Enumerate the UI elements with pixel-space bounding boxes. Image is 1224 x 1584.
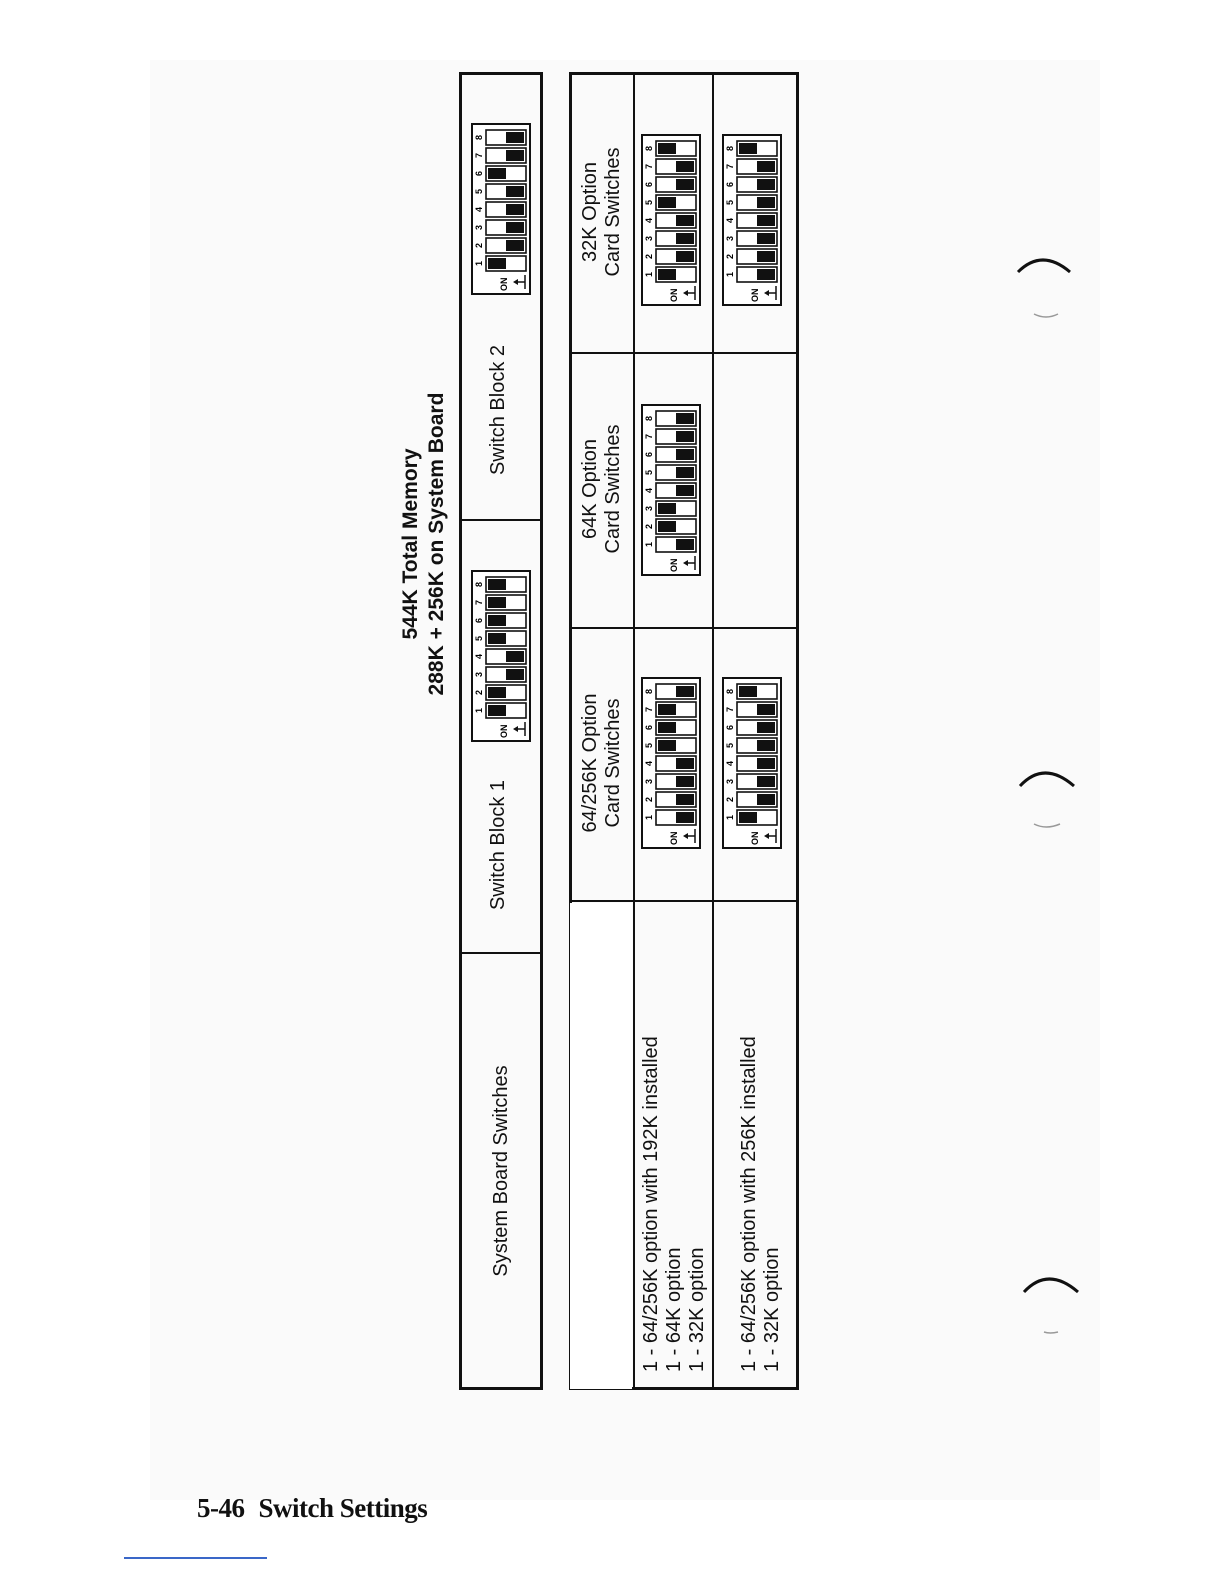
system-table-divider-1 — [460, 519, 542, 521]
row-2-card-256-dip — [722, 677, 782, 849]
dip-switch-off — [757, 269, 775, 280]
dip-position-label: 8 — [725, 145, 735, 152]
dip-position-label: 7 — [474, 152, 484, 159]
dip-switch-off — [757, 722, 775, 733]
dip-position-label: 2 — [725, 796, 735, 803]
dip-switch-off — [506, 240, 524, 251]
dip-position-label: 4 — [725, 760, 735, 767]
dip-position-label: 2 — [644, 796, 654, 803]
section-title: Switch Settings — [258, 1493, 428, 1523]
bottom-rule — [124, 1557, 267, 1559]
config-row-1 — [636, 892, 712, 1372]
dip-position-label: 5 — [644, 199, 654, 206]
dip-position-label: 2 — [644, 523, 654, 530]
dip-on-label: ON — [499, 724, 509, 738]
dip-switch-off — [676, 812, 694, 823]
system-board-header — [461, 954, 541, 1388]
dip-position-label: 3 — [725, 778, 735, 785]
dip-position-label: 5 — [725, 742, 735, 749]
dip-position-label: 2 — [725, 253, 735, 260]
dip-position-label: 7 — [644, 433, 654, 440]
dip-switch-off — [506, 186, 524, 197]
dip-switch-on — [488, 168, 506, 179]
option-table-header-blank — [570, 903, 632, 1389]
dip-switch-off — [676, 233, 694, 244]
dip-switch-off — [676, 539, 694, 550]
dip-position-label: 2 — [644, 253, 654, 260]
dip-on-label: ON — [499, 277, 509, 291]
dip-position-label: 1 — [474, 260, 484, 267]
dip-position-label: 1 — [644, 271, 654, 278]
dip-position-label: 6 — [725, 181, 735, 188]
dip-switch-off — [676, 161, 694, 172]
dip-switch-off — [676, 413, 694, 424]
dip-position-label: 6 — [644, 724, 654, 731]
dip-switch-off — [757, 197, 775, 208]
dip-position-label: 6 — [725, 724, 735, 731]
system-board-header-text: System Board Switches — [489, 1065, 512, 1277]
config-row-2-text: 1 - 64/256K option with 256K installed 1 - 32K option — [738, 1036, 783, 1372]
dip-switch-off — [757, 233, 775, 244]
dip-switch-off — [676, 251, 694, 262]
dip-switch-off — [676, 431, 694, 442]
dip-switch-off — [506, 204, 524, 215]
dip-position-label: 3 — [474, 671, 484, 678]
dip-position-label: 8 — [644, 688, 654, 695]
dip-on-label: ON — [750, 288, 760, 302]
dip-switch-off — [757, 758, 775, 769]
option-table-header-row-line — [633, 73, 635, 1389]
dip-switch-off — [676, 485, 694, 496]
dip-switch-off — [506, 669, 524, 680]
dip-position-label: 1 — [644, 541, 654, 548]
dip-switch-on — [739, 686, 757, 697]
dip-switch-off — [757, 794, 775, 805]
switch-block-2-dip — [471, 123, 531, 295]
dip-switch-on — [658, 521, 676, 532]
dip-switch-off — [506, 150, 524, 161]
dip-switch-on — [739, 812, 757, 823]
dip-switch-on — [488, 615, 506, 626]
dip-on-label: ON — [669, 288, 679, 302]
dip-switch-on — [658, 197, 676, 208]
dip-switch-on — [488, 633, 506, 644]
dip-position-label: 6 — [644, 181, 654, 188]
dip-switch-off — [757, 215, 775, 226]
dip-position-label: 8 — [474, 134, 484, 141]
dip-switch-on — [488, 258, 506, 269]
dip-position-label: 3 — [644, 505, 654, 512]
dip-position-label: 3 — [474, 224, 484, 231]
switch-block-1-label: Switch Block 1 — [486, 779, 509, 911]
dip-position-label: 1 — [725, 814, 735, 821]
dip-switch-off — [676, 794, 694, 805]
title-line-1: 544K Total Memory — [399, 448, 422, 640]
dip-switch-off — [757, 161, 775, 172]
dip-switch-on — [658, 503, 676, 514]
dip-switch-on — [658, 269, 676, 280]
dip-position-label: 2 — [474, 242, 484, 249]
dip-position-label: 7 — [725, 163, 735, 170]
dip-position-label: 1 — [725, 271, 735, 278]
dip-on-label: ON — [669, 831, 679, 845]
dip-position-label: 4 — [474, 206, 484, 213]
dip-switch-on — [488, 597, 506, 608]
page-title — [398, 184, 468, 904]
dip-position-label: 4 — [644, 487, 654, 494]
binder-hole-top — [1012, 250, 1082, 325]
row-2-card-32-dip — [722, 134, 782, 306]
title-line-2: 288K + 256K on System Board — [425, 392, 448, 696]
binder-hole-bottom — [1018, 1266, 1088, 1341]
row-1-card-64-dip — [641, 404, 701, 576]
dip-switch-off — [757, 704, 775, 715]
card-32-header-text: 32K Option Card Switches — [579, 147, 624, 277]
binder-hole-middle — [1014, 762, 1084, 837]
dip-switch-off — [506, 222, 524, 233]
dip-position-label: 4 — [725, 217, 735, 224]
dip-on-label: ON — [669, 558, 679, 572]
dip-switch-on — [488, 579, 506, 590]
switch-block-1-dip — [471, 570, 531, 742]
dip-switch-off — [676, 758, 694, 769]
dip-position-label: 3 — [644, 235, 654, 242]
dip-position-label: 3 — [644, 778, 654, 785]
dip-position-label: 8 — [644, 415, 654, 422]
dip-position-label: 5 — [474, 188, 484, 195]
dip-switch-off — [676, 215, 694, 226]
dip-position-label: 6 — [474, 617, 484, 624]
dip-position-label: 4 — [644, 760, 654, 767]
dip-switch-on — [658, 143, 676, 154]
dip-position-label: 5 — [474, 635, 484, 642]
page-number: 5-46 — [197, 1493, 245, 1523]
dip-position-label: 6 — [644, 451, 654, 458]
dip-switch-on — [658, 740, 676, 751]
dip-switch-on — [658, 704, 676, 715]
dip-switch-off — [676, 449, 694, 460]
dip-position-label: 5 — [725, 199, 735, 206]
dip-position-label: 5 — [644, 469, 654, 476]
dip-position-label: 7 — [474, 599, 484, 606]
dip-position-label: 7 — [644, 706, 654, 713]
dip-switch-off — [676, 179, 694, 190]
dip-position-label: 3 — [725, 235, 735, 242]
dip-position-label: 2 — [474, 689, 484, 696]
switch-block-2-label: Switch Block 2 — [486, 344, 509, 476]
switch-block-2-label-cell — [468, 330, 528, 490]
dip-position-label: 5 — [644, 742, 654, 749]
dip-switch-off — [506, 651, 524, 662]
dip-position-label: 8 — [474, 581, 484, 588]
dip-position-label: 8 — [725, 688, 735, 695]
switch-block-1-label-cell — [468, 770, 528, 920]
dip-position-label: 4 — [644, 217, 654, 224]
card-256-header-text: 64/256K Option Card Switches — [579, 693, 624, 833]
dip-switch-off — [676, 776, 694, 787]
dip-on-label: ON — [750, 831, 760, 845]
dip-switch-on — [488, 705, 506, 716]
option-table-row-line — [712, 73, 714, 1389]
dip-position-label: 4 — [474, 653, 484, 660]
dip-switch-off — [676, 467, 694, 478]
dip-position-label: 7 — [644, 163, 654, 170]
card-64-header-text: 64K Option Card Switches — [579, 424, 624, 554]
config-row-1-text: 1 - 64/256K option with 192K installed 1 - 64K option 1 - 32K option — [639, 1036, 708, 1372]
dip-switch-off — [757, 740, 775, 751]
dip-switch-off — [757, 776, 775, 787]
config-row-2 — [722, 892, 800, 1372]
dip-switch-off — [506, 132, 524, 143]
row-1-card-256-dip — [641, 677, 701, 849]
dip-switch-off — [757, 251, 775, 262]
dip-position-label: 6 — [474, 170, 484, 177]
card-256-header — [571, 628, 633, 898]
dip-switch-on — [739, 143, 757, 154]
dip-position-label: 8 — [644, 145, 654, 152]
page-footer — [197, 1493, 427, 1524]
row-1-card-32-dip — [641, 134, 701, 306]
dip-position-label: 1 — [644, 814, 654, 821]
dip-position-label: 7 — [725, 706, 735, 713]
dip-position-label: 1 — [474, 707, 484, 714]
card-32-header — [571, 74, 633, 350]
dip-switch-on — [658, 722, 676, 733]
dip-switch-off — [757, 179, 775, 190]
dip-switch-off — [676, 686, 694, 697]
dip-switch-on — [488, 687, 506, 698]
card-64-header — [571, 353, 633, 625]
